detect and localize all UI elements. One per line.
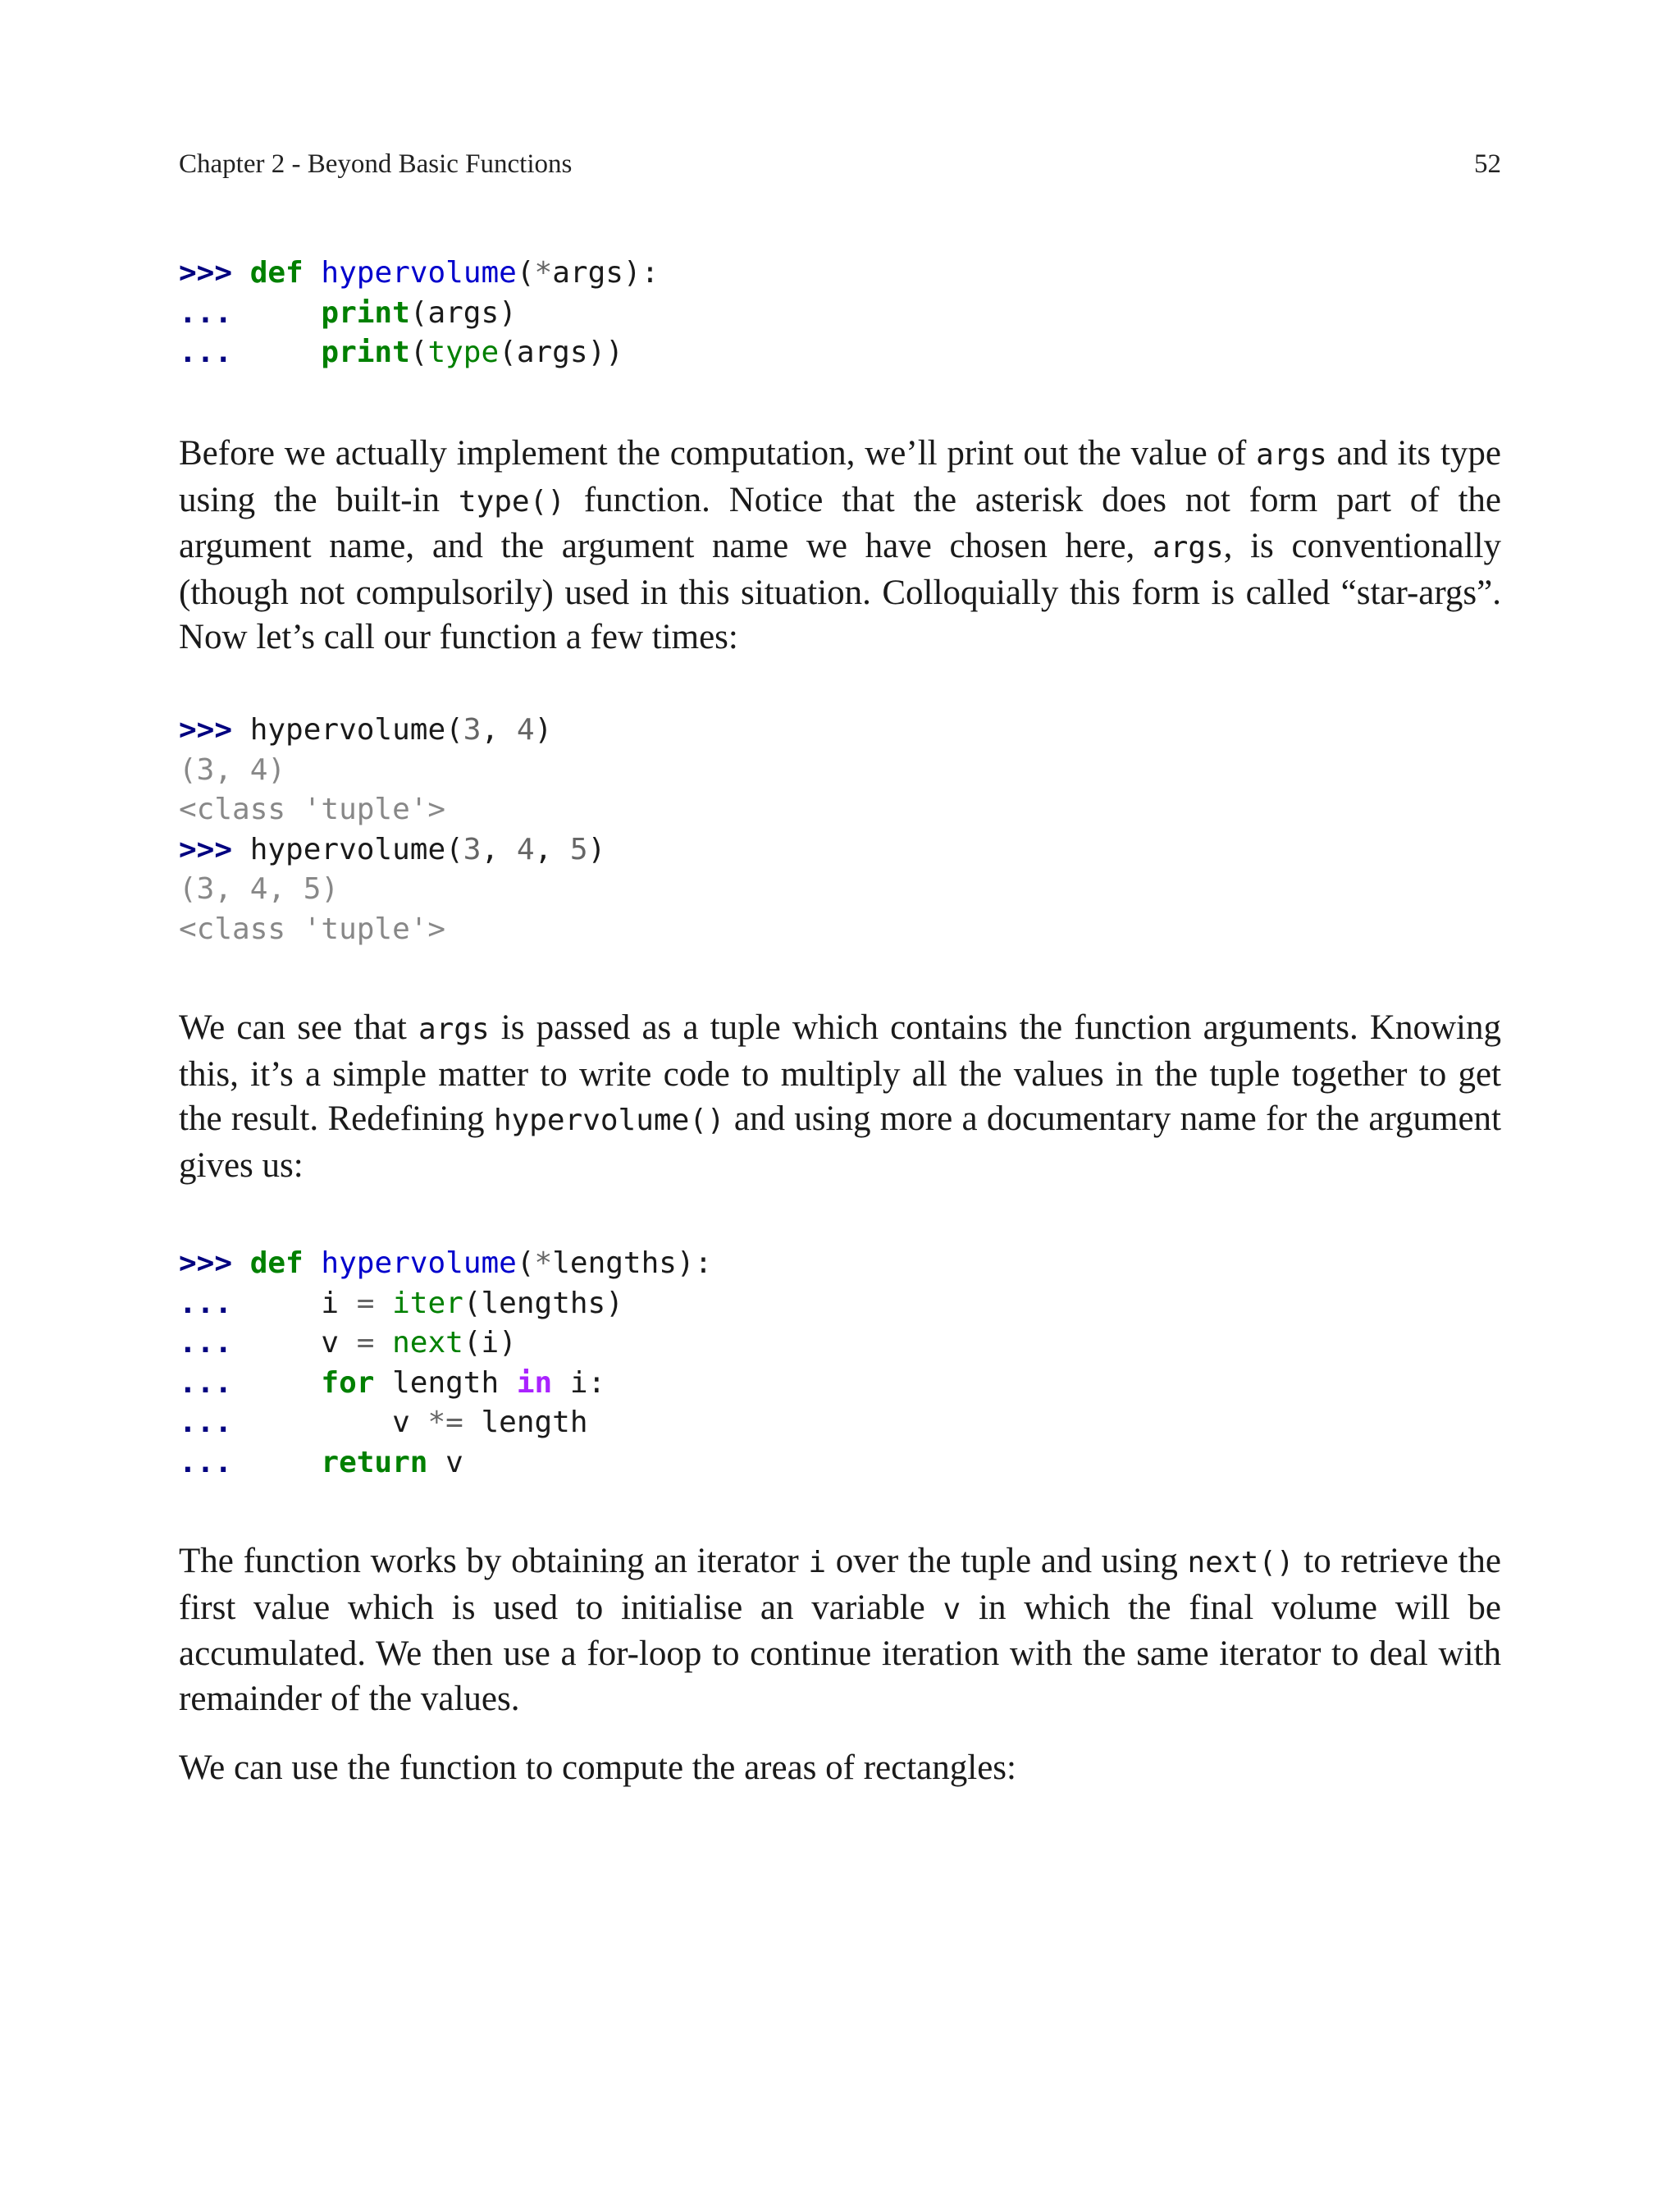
code-token: ...: [179, 1365, 322, 1400]
code-token: >>>: [179, 832, 250, 866]
code-token: >>>: [179, 1246, 250, 1280]
code-token: [374, 1287, 392, 1320]
code-line: [179, 830, 605, 871]
code-token: in: [516, 1365, 553, 1400]
paragraph-function-explanation: [179, 1539, 1501, 1721]
code-token: ,: [481, 713, 517, 747]
inline-code: hypervolume(): [493, 1104, 725, 1137]
code-token: def: [249, 256, 304, 290]
code-token: (: [516, 1246, 535, 1280]
code-line: [179, 1323, 712, 1364]
inline-code: type(): [458, 484, 565, 519]
code-line: [179, 333, 659, 373]
code-line: [179, 1443, 712, 1483]
code-token: *: [534, 256, 553, 290]
code-line: [179, 294, 659, 334]
code-line: [179, 1403, 712, 1443]
code-token: ...: [179, 336, 322, 369]
code-line: [179, 1284, 712, 1324]
code-token: <class 'tuple'>: [179, 912, 446, 946]
code-line: [179, 254, 659, 294]
code-token: (3, 4): [179, 752, 286, 787]
text-run: , is conventionally (though not compulsorily) used in this situation. Colloquially this form is called “star-args”. Now let’s call our function a few times:: [179, 527, 1501, 656]
code-token: ,: [534, 832, 570, 866]
code-token: print: [321, 295, 410, 330]
text-run: is passed as a tuple which contains the function arguments. Knowing this, it’s a simple matter to write code to multiply all the values in the tuple together to get the result. Redefining: [179, 1008, 1501, 1138]
code-token: args):: [552, 256, 660, 290]
code-token: (: [409, 336, 428, 369]
code-token: v: [392, 1406, 428, 1439]
code-token: type: [427, 336, 500, 369]
code-token: 3: [463, 832, 482, 866]
code-token: length: [374, 1365, 517, 1400]
code-token: *: [534, 1246, 553, 1280]
code-token: return: [321, 1445, 428, 1479]
text-run: We can use the function to compute the areas of rectangles:: [179, 1748, 1016, 1787]
code-token: print: [321, 336, 410, 369]
code-token: 4: [516, 713, 535, 747]
code-token: ...: [179, 1286, 322, 1320]
code-token: ,: [481, 832, 517, 866]
code-token: >>>: [179, 256, 250, 290]
page-number: 52: [1474, 149, 1501, 179]
paragraph-args-is-tuple: [179, 1006, 1501, 1188]
code-token: i: [321, 1286, 357, 1320]
code-token: >>>: [179, 713, 250, 747]
code-line: [179, 910, 605, 950]
code-token: length: [463, 1406, 588, 1439]
code-token: *=: [427, 1406, 463, 1439]
code-token: 3: [463, 713, 482, 747]
text-run: and using more a documentary name for the argument gives us:: [179, 1099, 1501, 1185]
code-token: <class 'tuple'>: [179, 793, 446, 826]
code-token: ...: [179, 1326, 322, 1360]
chapter-title: Chapter 2 - Beyond Basic Functions: [179, 149, 573, 179]
inline-code: v: [943, 1592, 961, 1626]
code-token: =: [356, 1286, 375, 1320]
text-run: We can see that: [179, 1008, 418, 1047]
inline-code: i: [808, 1546, 827, 1579]
code-token: (3, 4, 5): [179, 872, 340, 906]
code-token: hypervolume: [321, 256, 517, 290]
code-token: ...: [179, 1445, 322, 1479]
code-token: =: [356, 1326, 375, 1360]
text-run: in which the final volume will be accumulated. We then use a for-loop to continue iteration with the same iterator to deal with remainder of the values.: [179, 1588, 1501, 1718]
code-line: [179, 1244, 712, 1284]
code-token: (args): [409, 295, 517, 330]
code-token: for: [321, 1365, 375, 1400]
code-token: hypervolume: [321, 1246, 517, 1280]
code-token: iter: [392, 1286, 463, 1320]
text-run: function. Notice that the asterisk does not form part of the argument name, and the argument name we have chosen here,: [179, 480, 1501, 565]
code-line: [179, 711, 605, 751]
code-token: (args)): [499, 336, 623, 369]
code-line: [179, 751, 605, 791]
code-token: (i): [463, 1326, 517, 1360]
code-line: [179, 790, 605, 830]
paragraph-rectangles-intro: [179, 1746, 1501, 1791]
code-token: [374, 1326, 392, 1360]
code-block-define-hypervolume-args: [179, 254, 659, 373]
text-run: to retrieve the first value which is used to initialise an variable: [179, 1542, 1501, 1627]
code-token: ): [534, 713, 553, 747]
code-token: (: [516, 256, 535, 290]
code-token: next: [392, 1326, 463, 1360]
text-run: Before we actually implement the computation, we’ll print out the value of: [179, 434, 1257, 473]
code-token: lengths):: [552, 1246, 713, 1280]
text-run: The function works by obtaining an iterator: [179, 1542, 809, 1580]
code-token: [304, 1246, 322, 1280]
text-run: and its type using the built-in: [179, 434, 1501, 519]
code-token: (lengths): [463, 1286, 623, 1320]
code-line: [179, 870, 605, 910]
code-token: 4: [516, 832, 535, 866]
inline-code: args: [418, 1013, 490, 1046]
text-run: over the tuple and using: [826, 1542, 1188, 1580]
code-token: hypervolume(: [249, 832, 463, 866]
code-token: ): [587, 832, 606, 866]
code-token: [304, 256, 322, 290]
inline-code: args: [1152, 531, 1224, 565]
inline-code: next(): [1187, 1546, 1294, 1579]
code-token: def: [249, 1246, 304, 1280]
code-token: hypervolume(: [249, 713, 463, 747]
code-token: ...: [179, 1406, 393, 1439]
code-token: i:: [552, 1365, 606, 1400]
code-token: ...: [179, 295, 322, 330]
inline-code: args: [1256, 438, 1327, 472]
code-line: [179, 1364, 712, 1404]
code-block-define-hypervolume-lengths: [179, 1244, 712, 1483]
paragraph-star-args-explanation: [179, 432, 1501, 661]
code-token: 5: [569, 832, 588, 866]
code-token: v: [321, 1326, 357, 1360]
code-token: v: [427, 1445, 463, 1479]
code-block-call-hypervolume: [179, 711, 605, 949]
